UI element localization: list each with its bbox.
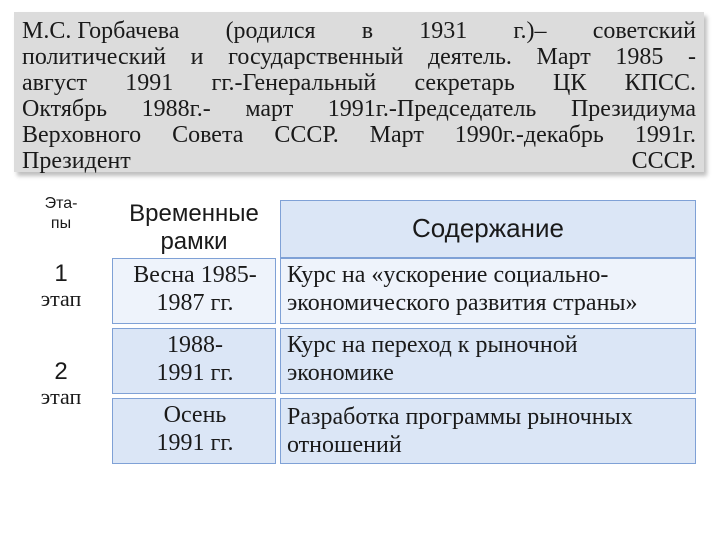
content-line2: экономике (287, 360, 394, 386)
bio-word: государственный (228, 44, 404, 70)
stage-cell-2 (16, 328, 106, 464)
time-line1: Весна 1985- (133, 262, 257, 288)
bio-word: секретарь (414, 70, 515, 96)
bio-word: Президент (22, 148, 131, 174)
bio-word: СССР. (631, 148, 696, 174)
stages-header-line1: Эта- (44, 195, 78, 212)
bio-word: Совета (172, 122, 244, 148)
bio-word: 1931 (419, 18, 468, 44)
bio-word: гг.-Генеральный (211, 70, 377, 96)
bio-word: - (688, 44, 696, 70)
time-line2: 1991 гг. (156, 430, 234, 456)
bio-word: советский (592, 18, 696, 44)
bio-word: 1988г.- (141, 96, 211, 122)
bio-word: ЦК (553, 70, 587, 96)
biography-line (22, 70, 696, 96)
content-cell-2 (280, 328, 696, 394)
bio-word: август (22, 70, 87, 96)
bio-word: Верховного (22, 122, 142, 148)
bio-word: М.С. Горбачева (22, 18, 180, 44)
stages-table (16, 194, 696, 466)
biography-line (22, 148, 696, 174)
stage-number: 2 (54, 358, 68, 385)
bio-word: 1991 (125, 70, 174, 96)
biography-line (22, 96, 696, 122)
header-cell-stages (16, 194, 106, 258)
time-header-line2: рамки (160, 228, 228, 255)
time-line2: 1987 гг. (156, 290, 234, 316)
stage-label: этап (40, 286, 82, 311)
bio-word: Март (369, 122, 424, 148)
bio-word: 1990г.-декабрь (454, 122, 604, 148)
time-line1: 1988- (167, 332, 223, 358)
content-line1: Курс на «ускорение социально- (287, 262, 609, 288)
bio-word: политический (22, 44, 166, 70)
content-cell-1 (280, 258, 696, 324)
content-header: Содержание (412, 213, 564, 243)
bio-word: Октябрь (22, 96, 108, 122)
header-cell-time (112, 200, 276, 258)
bio-word: Март (536, 44, 591, 70)
stage-label: этап (40, 384, 82, 409)
content-line1: Разработка программы рыночных (287, 404, 633, 430)
content-cell-3 (280, 398, 696, 464)
content-line1: Курс на переход к рыночной (287, 332, 578, 358)
bio-word: СССР. (274, 122, 339, 148)
bio-word: г.)– (513, 18, 547, 44)
bio-word: и (190, 44, 204, 70)
bio-word: 1985 (615, 44, 664, 70)
biography-line (22, 18, 696, 44)
bio-word: (родился (225, 18, 316, 44)
biography-box (14, 12, 704, 172)
bio-word: 1991г. (634, 122, 696, 148)
bio-word: март (245, 96, 294, 122)
biography-line (22, 122, 696, 148)
stage-cell-1 (16, 258, 106, 324)
time-cell-2 (112, 328, 276, 394)
time-cell-3 (112, 398, 276, 464)
bio-word: Президиума (570, 96, 696, 122)
content-line2: экономического развития страны» (287, 290, 638, 316)
time-line1: Осень (163, 402, 227, 428)
time-cell-1 (112, 258, 276, 324)
bio-word: в (361, 18, 374, 44)
bio-word: КПСС. (624, 70, 696, 96)
stage-number: 1 (54, 260, 68, 287)
stages-header-line2: пы (50, 215, 72, 232)
time-header-line1: Временные (129, 200, 259, 227)
bio-word: 1991г.-Председатель (327, 96, 537, 122)
time-line2: 1991 гг. (156, 360, 234, 386)
header-cell-content (280, 200, 696, 258)
biography-line (22, 44, 696, 70)
content-line2: отношений (287, 432, 402, 458)
bio-word: деятель. (427, 44, 512, 70)
